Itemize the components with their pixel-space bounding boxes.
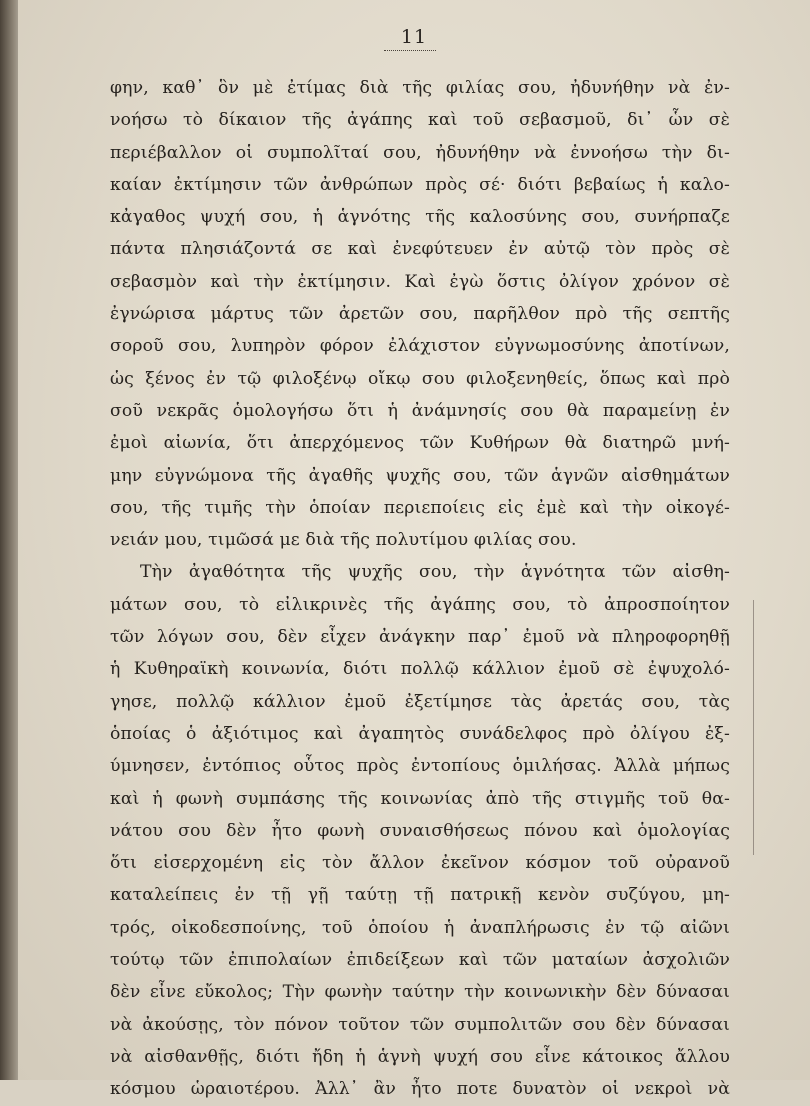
text-line: νάτου σου δὲν ἦτο φωνὴ συναισθήσεως πόνου καὶ ὁμολογίας bbox=[110, 820, 730, 841]
text-line: ἐμοὶ αἰωνία, ὅτι ἀπερχόμενος τῶν Κυθήρων θὰ διατηρῶ μνή- bbox=[110, 433, 730, 454]
text-line: νὰ ἀκούσῃς, τὸν πόνον τοῦτον τῶν συμπολιτῶν σου δὲν δύνασαι bbox=[110, 1014, 730, 1035]
text-line: καταλείπεις ἐν τῇ γῇ ταύτῃ τῇ πατρικῇ κενὸν συζύγου, μη- bbox=[110, 885, 730, 906]
text-line: φην, καθ᾿ ὃν μὲ ἐτίμας διὰ τῆς φιλίας σου, ἠδυνήθην νὰ ἐν- bbox=[110, 78, 730, 98]
pencil-margin-mark bbox=[753, 600, 756, 855]
text-line: σεβασμὸν καὶ τὴν ἐκτίμησιν. Καὶ ἐγὼ ὅστις ὀλίγον χρόνον σὲ bbox=[110, 271, 730, 292]
text-line: ἐγνώρισα μάρτυς τῶν ἀρετῶν σου, παρῆλθον πρὸ τῆς σεπτῆς bbox=[110, 304, 730, 325]
text-line: κόσμου ὡραιοτέρου. Ἀλλ᾿ ἂν ἦτο ποτε δυνατὸν οἱ νεκροὶ νὰ bbox=[110, 1079, 730, 1100]
text-line: νὰ αἰσθανθῇς, διότι ἤδη ἡ ἁγνὴ ψυχή σου εἶνε κάτοικος ἄλλου bbox=[110, 1046, 730, 1067]
text-line: καὶ ἡ φωνὴ συμπάσης τῆς κοινωνίας ἀπὸ τῆς στιγμῆς τοῦ θα- bbox=[110, 788, 730, 809]
text-line: σου, τῆς τιμῆς τὴν ὁποίαν περιεποίεις εἰς ἐμὲ καὶ τὴν οἰκογέ- bbox=[110, 497, 730, 518]
text-line: τῶν λόγων σου, δὲν εἶχεν ἀνάγκην παρ᾿ ἐμοῦ νὰ πληροφορηθῇ bbox=[110, 627, 730, 648]
text-line: ύμνησεν, ἐντόπιος οὗτος πρὸς ἐντοπίους ὁμιλήσας. Ἀλλὰ μήπως bbox=[110, 756, 730, 777]
text-line: πάντα πλησιάζοντά σε καὶ ἐνεφύτευεν ἐν αὐτῷ τὸν πρὸς σὲ bbox=[110, 239, 730, 260]
text-line: τρός, οἰκοδεσποίνης, τοῦ ὁποίου ἡ ἀναπλήρωσις ἐν τῷ αἰῶνι bbox=[110, 917, 730, 938]
text-line: ὡς ξένος ἐν τῷ φιλοξένῳ οἴκῳ σου φιλοξενηθείς, ὅπως καὶ πρὸ bbox=[110, 368, 730, 389]
text-line: γησε, πολλῷ κάλλιον ἐμοῦ ἐξετίμησε τὰς ἀρετάς σου, τὰς bbox=[110, 691, 730, 712]
text-line: τούτῳ τῶν ἐπιπολαίων ἐπιδείξεων καὶ τῶν ματαίων ἀσχολιῶν bbox=[110, 950, 730, 971]
text-line: μάτων σου, τὸ εἰλικρινὲς τῆς ἀγάπης σου, τὸ ἀπροσποίητον bbox=[110, 594, 730, 615]
paragraph bbox=[110, 556, 730, 1105]
text-line: νειάν μου, τιμῶσά με διὰ τῆς πολυτίμου φιλίας σου. bbox=[110, 530, 577, 551]
paragraph bbox=[110, 72, 730, 556]
text-line: δὲν εἶνε εὔκολος; Τὴν φωνὴν ταύτην τὴν κοινωνικὴν δὲν δύνασαι bbox=[110, 982, 730, 1003]
body-text bbox=[110, 72, 730, 1106]
text-line: νοήσω τὸ δίκαιον τῆς ἀγάπης καὶ τοῦ σεβασμοῦ, δι᾿ ὧν σὲ bbox=[110, 110, 730, 131]
page-number: 11 bbox=[400, 26, 428, 48]
text-line: σοροῦ σου, λυπηρὸν φόρον ἐλάχιστον εὐγνωμοσύνης ἀποτίνων, bbox=[110, 336, 730, 357]
text-line: περιέβαλλον οἱ συμπολῖταί σου, ἠδυνήθην νὰ ἐννοήσω τὴν δι- bbox=[110, 142, 730, 163]
text-line: μην εὐγνώμονα τῆς ἀγαθῆς ψυχῆς σου, τῶν ἁγνῶν αἰσθημάτων bbox=[110, 465, 730, 486]
text-line: Τὴν ἀγαθότητα τῆς ψυχῆς σου, τὴν ἁγνότητα τῶν αἰσθη- bbox=[140, 562, 730, 583]
book-page bbox=[18, 0, 810, 1100]
text-line: κἀγαθος ψυχή σου, ἡ ἁγνότης τῆς καλοσύνης σου, συνήρπαζε bbox=[110, 207, 730, 228]
text-line: καίαν ἐκτίμησιν τῶν ἀνθρώπων πρὸς σέ· διότι βεβαίως ἡ καλο- bbox=[110, 174, 730, 195]
text-line: σοῦ νεκρᾶς ὁμολογήσω ὅτι ἡ ἀνάμνησίς σου θὰ παραμείνῃ ἐν bbox=[110, 400, 730, 421]
page-number-rule bbox=[384, 50, 436, 51]
text-line: ὅτι εἰσερχομένη εἰς τὸν ἄλλον ἐκεῖνον κόσμον τοῦ οὐρανοῦ bbox=[110, 853, 730, 874]
text-line: ὁποίας ὁ ἀξιότιμος καὶ ἀγαπητὸς συνάδελφος πρὸ ὀλίγου ἐξ- bbox=[110, 723, 730, 744]
text-line: ἡ Κυθηραϊκὴ κοινωνία, διότι πολλῷ κάλλιον ἐμοῦ σὲ ἐψυχολό- bbox=[110, 659, 730, 680]
